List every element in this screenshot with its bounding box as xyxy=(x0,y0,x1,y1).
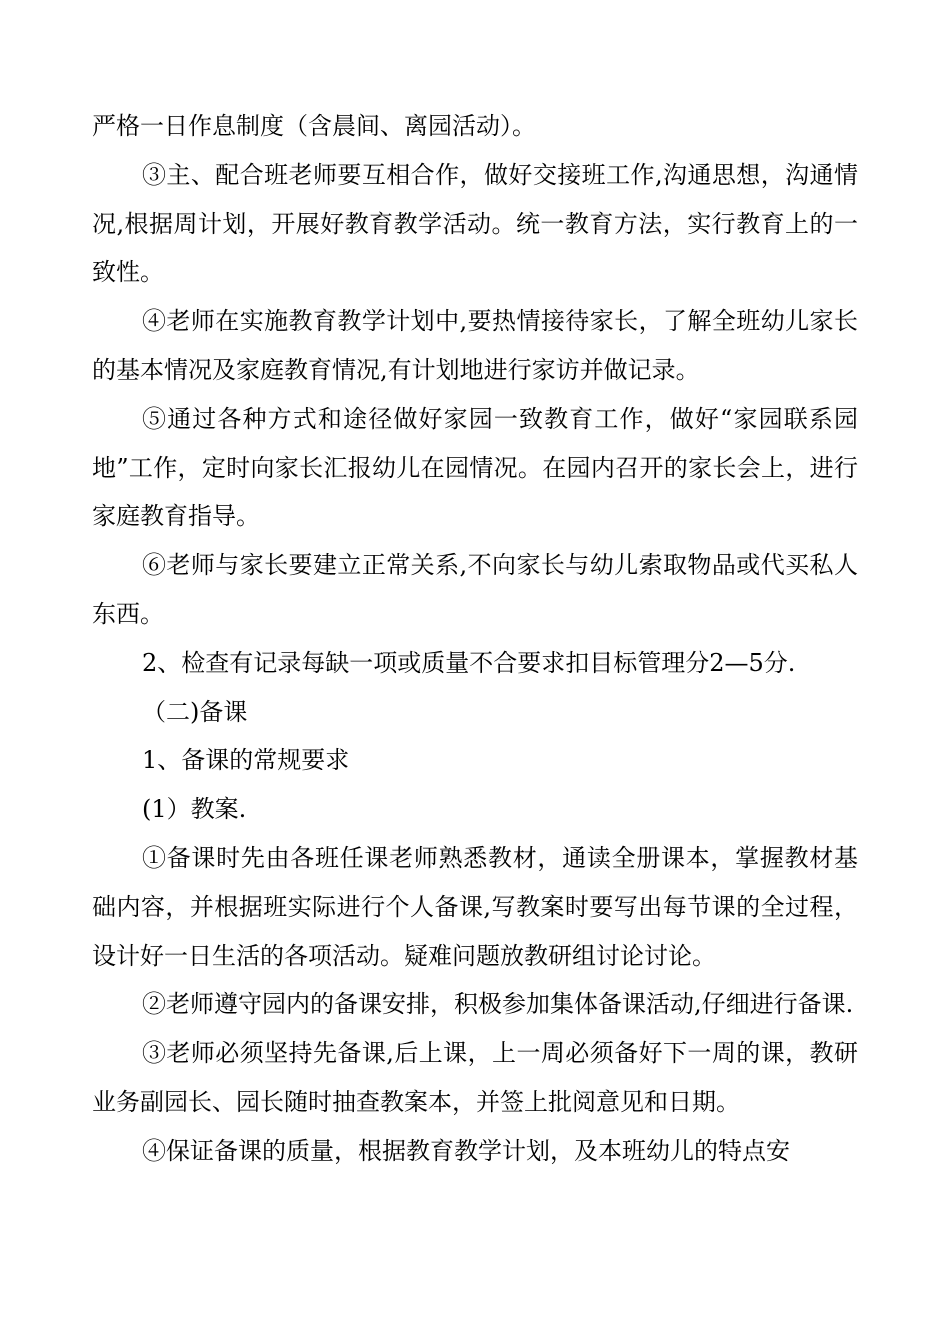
paragraph-item-5: ⑤通过各种方式和途径做好家园一致教育工作，做好“家园联系园地”工作，定时向家长汇报幼儿在园情况。在园内召开的家长会上，进行家庭教育指导。 xyxy=(92,404,858,531)
subheading-lesson-plans: (1）教案. xyxy=(142,795,247,824)
paragraph-item-3: ③主、配合班老师要互相合作，做好交接班工作,沟通思想，沟通情况,根据周计划，开展好教育教学活动。统一教育方法，实行教育上的一致性。 xyxy=(92,160,858,287)
paragraph-prep-item-3: ③老师必须坚持先备课,后上课，上一周必须备好下一周的课，教研业务副园长、园长随时抽查教案本，并签上批阅意见和日期。 xyxy=(92,1039,858,1116)
paragraph-prep-item-2: ②老师遵守园内的备课安排，积极参加集体备课活动,仔细进行备课. xyxy=(142,990,854,1019)
paragraph-check-rule: 2、检查有记录每缺一项或质量不合要求扣目标管理分2—5分. xyxy=(142,648,796,677)
paragraph-prep-item-1: ①备课时先由各班任课老师熟悉教材，通读全册课本，掌握教材基础内容，并根据班实际进行个人备课,写教案时要写出每节课的全过程，设计好一日生活的各项活动。疑难问题放教研组讨论讨论。 xyxy=(92,843,858,970)
document-body xyxy=(92,102,858,1176)
paragraph-prep-item-4: ④保证备课的质量，根据教育教学计划，及本班幼儿的特点安 xyxy=(142,1136,790,1165)
section-heading-lesson-prep: （二)备课 xyxy=(142,697,248,726)
paragraph-item-6: ⑥老师与家长要建立正常关系,不向家长与幼儿索取物品或代买私人东西。 xyxy=(92,551,858,628)
paragraph-item-4: ④老师在实施教育教学计划中,要热情接待家长，了解全班幼儿家长的基本情况及家庭教育情况,有计划地进行家访并做记录。 xyxy=(92,307,858,384)
subheading-routine-requirements: 1、备课的常规要求 xyxy=(142,746,350,775)
paragraph-continuation: 严格一日作息制度（含晨间、离园活动）。 xyxy=(92,112,536,140)
